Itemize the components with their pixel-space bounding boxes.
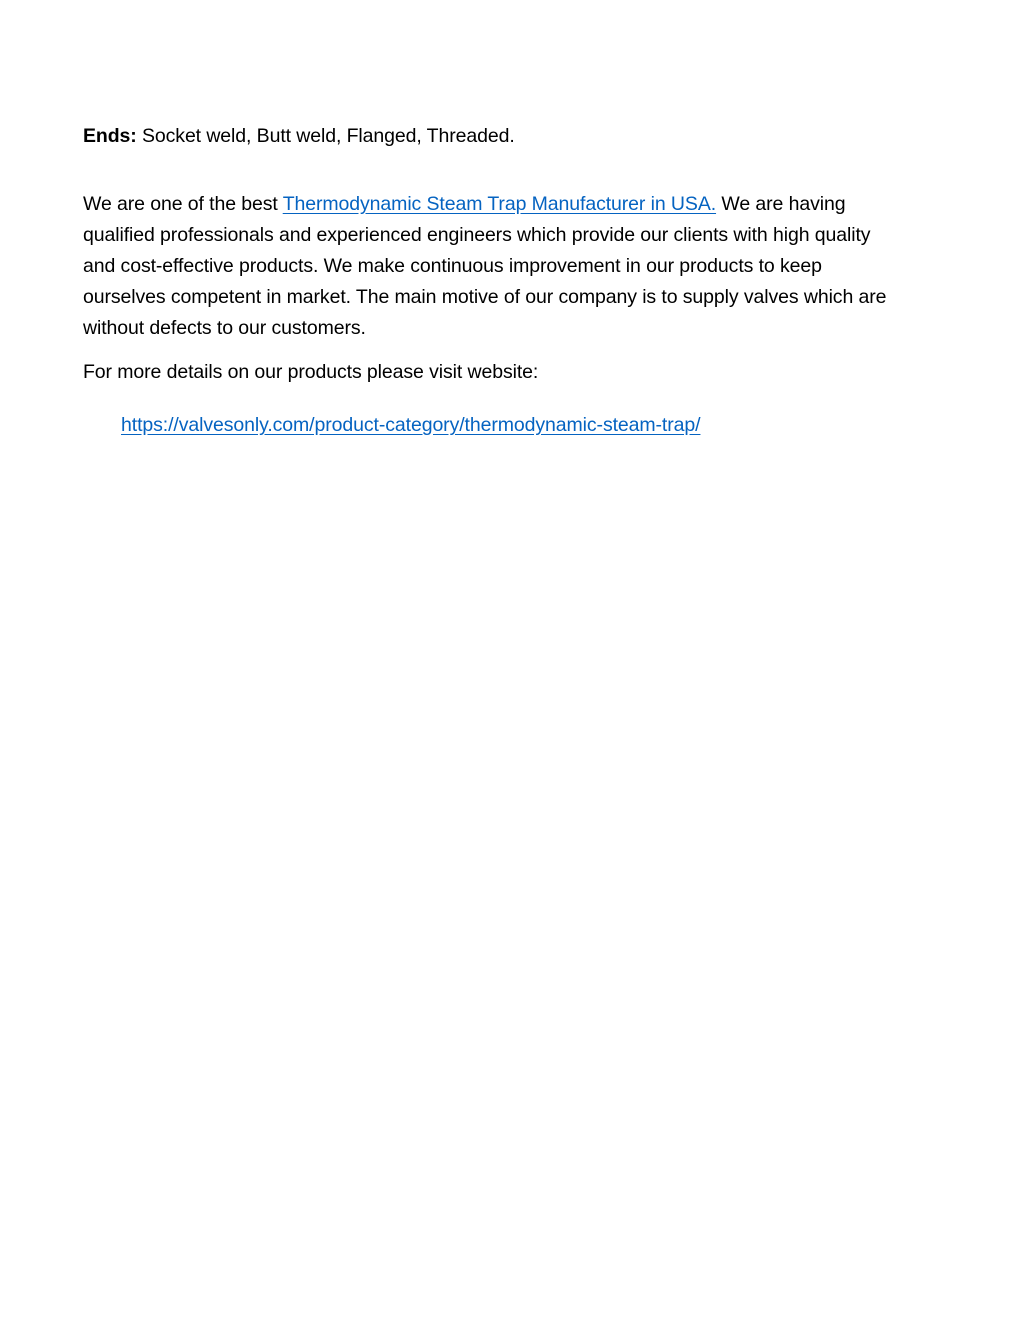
website-url-link[interactable]: https://valvesonly.com/product-category/thermodynamic-steam-trap/ bbox=[121, 414, 701, 436]
ends-value: Socket weld, Butt weld, Flanged, Threaded. bbox=[136, 125, 515, 147]
manufacturer-link[interactable]: Thermodynamic Steam Trap Manufacturer in USA. bbox=[282, 193, 717, 215]
ends-label: Ends: bbox=[83, 125, 137, 147]
details-text: For more details on our products please visit website: bbox=[83, 361, 539, 383]
ends-line bbox=[83, 122, 943, 150]
intro-text-rest: We are having qualified professionals and experienced engineers which provide our clients with high quality and cost-effective products. We make continuous improvement in our products to keep ourselves competent in market. The main motive of our company is to supply valves which are without defects to our customers. bbox=[83, 193, 887, 339]
intro-text-start: We are one of the best bbox=[83, 193, 283, 215]
intro-paragraph bbox=[83, 189, 898, 344]
website-url-line bbox=[121, 410, 981, 441]
